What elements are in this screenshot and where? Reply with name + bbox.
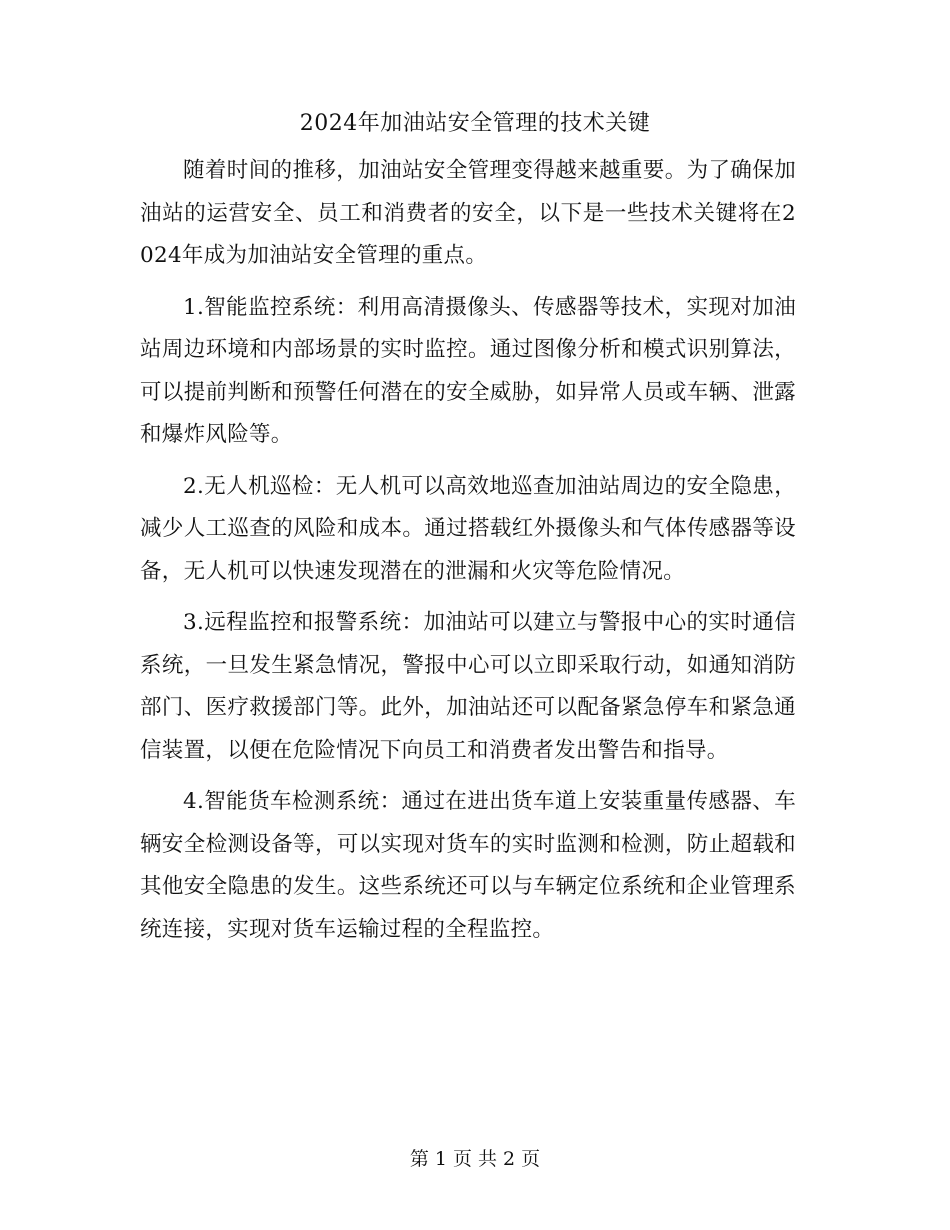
page-number: 第 1 页 共 2 页 [409, 1148, 541, 1170]
paragraph-item-2: 2.无人机巡检：无人机可以高效地巡查加油站周边的安全隐患，减少人工巡查的风险和成本。通过搭载红外摄像头和气体传感器等设备，无人机可以快速发现潜在的泄漏和火灾等危险情况。 [140, 473, 796, 584]
paragraph-item-4: 4.智能货车检测系统：通过在进出货车道上安装重量传感器、车辆安全检测设备等，可以实现对货车的实时监测和检测，防止超载和其他安全隐患的发生。这些系统还可以与车辆定位系统和企业管理系统连接，实现对货车运输过程的全程监控。 [140, 789, 796, 942]
paragraph-intro: 随着时间的推移，加油站安全管理变得越来越重要。为了确保加油站的运营安全、员工和消费者的安全，以下是一些技术关键将在2024年成为加油站安全管理的重点。 [140, 158, 796, 268]
document-title: 2024年加油站安全管理的技术关键 [299, 111, 651, 136]
page-footer [0, 1146, 950, 1172]
paragraph-item-3: 3.远程监控和报警系统：加油站可以建立与警报中心的实时通信系统，一旦发生紧急情况，警报中心可以立即采取行动，如通知消防部门、医疗救援部门等。此外，加油站还可以配备紧急停车和紧急通信装置，以便在危险情况下向员工和消费者发出警告和指导。 [140, 610, 796, 763]
paragraph-item-1: 1.智能监控系统：利用高清摄像头、传感器等技术，实现对加油站周边环境和内部场景的实时监控。通过图像分析和模式识别算法，可以提前判断和预警任何潜在的安全威胁，如异常人员或车辆、泄露和爆炸风险等。 [140, 294, 796, 447]
document-body [140, 150, 796, 960]
